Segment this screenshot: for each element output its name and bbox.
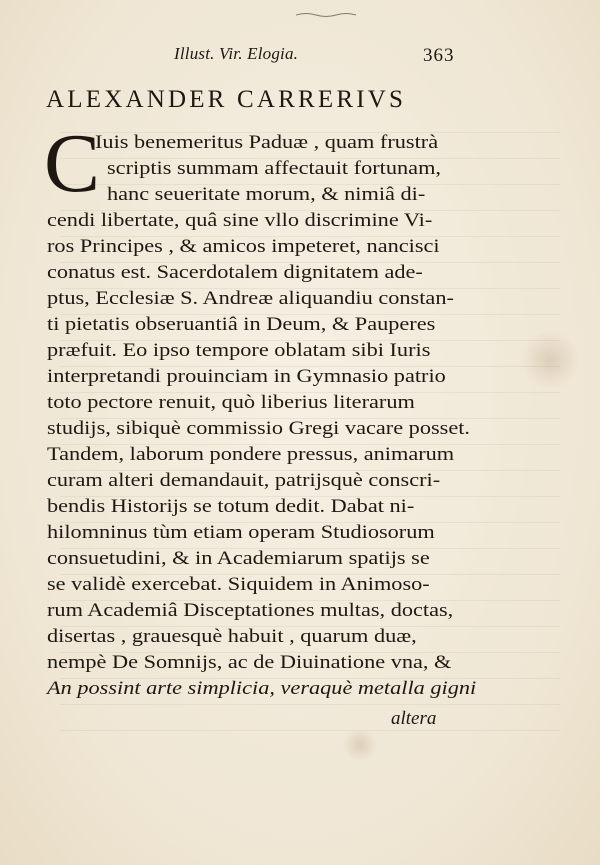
text-line: rum Academiâ Disceptationes multas, doctas,: [47, 600, 454, 621]
text-line: Iuis benemeritus Paduæ , quam frustrà: [95, 132, 439, 153]
drop-cap: C: [44, 117, 101, 210]
text-line: interpretandi prouinciam in Gymnasio patrio: [47, 366, 446, 387]
paper-stain: [520, 330, 580, 390]
text-line: Tandem, laborum pondere pressus, animarum: [47, 444, 455, 465]
text-line: hilomninus tùm etiam operam Studiosorum: [47, 522, 435, 543]
text-line: nempè De Somnijs, ac de Diuinatione vna, &: [47, 652, 452, 673]
text-line: ptus, Ecclesiæ S. Andreæ aliquandiu constan-: [47, 288, 454, 309]
text-line: bendis Historijs se totum dedit. Dabat ni-: [47, 496, 415, 517]
text-line: præfuit. Eo ipso tempore oblatam sibi Iuris: [47, 340, 431, 361]
paper-stain: [340, 730, 380, 760]
text-line: toto pectore renuit, quò liberius literarum: [47, 392, 415, 413]
catchword: altera: [391, 708, 437, 729]
running-title: Illust. Vir. Elogia.: [174, 44, 299, 63]
text-line: studijs, sibiquè commissio Gregi vacare posset.: [47, 418, 471, 439]
text-line: disertas , grauesquè habuit , quarum duæ,: [47, 626, 417, 647]
text-line: hanc seueritate morum, & nimiâ di-: [107, 184, 426, 205]
page-number: 363: [423, 45, 455, 66]
text-line: An possint arte simplicia, veraquè metalla gigni: [47, 678, 477, 699]
text-line: curam alteri demandauit, patrijsquè conscri-: [47, 470, 441, 491]
chapter-title: ALEXANDER CARRERIVS: [46, 86, 407, 113]
text-line: ros Principes , & amicos impeteret, nancisci: [47, 236, 440, 257]
text-line: scriptis summam affectauit fortunam,: [107, 158, 442, 179]
ornament-icon: [296, 12, 356, 18]
text-line: cendi libertate, quâ sine vllo discrimine Vi-: [47, 210, 433, 231]
text-line: conatus est. Sacerdotalem dignitatem ade-: [47, 262, 423, 283]
text-line: se validè exercebat. Siquidem in Animoso-: [47, 574, 430, 595]
text-line: consuetudini, & in Academiarum spatijs se: [47, 548, 430, 569]
text-line: ti pietatis obseruantiâ in Deum, & Pauperes: [47, 314, 436, 335]
